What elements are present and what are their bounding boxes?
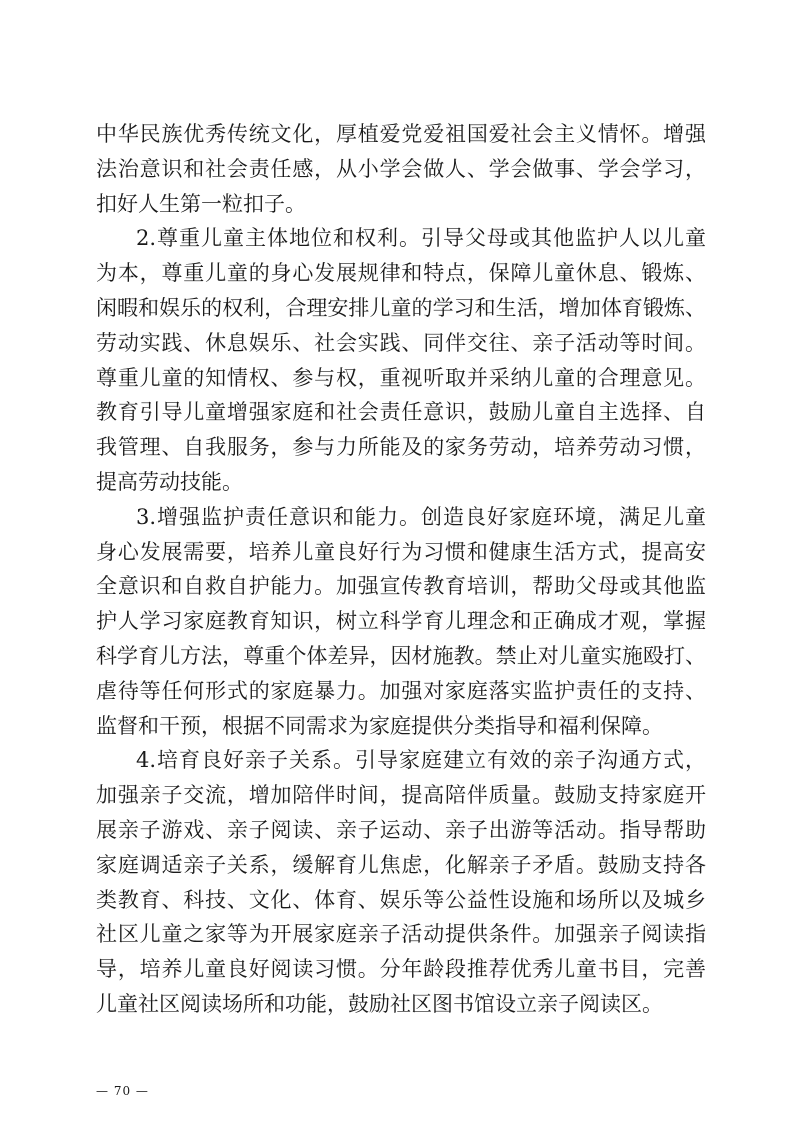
paragraph-line: 家庭调适亲子关系，缓解育儿焦虑，化解亲子矛盾。鼓励支持各 (96, 853, 706, 877)
paragraph-line: 尊重儿童的知情权、参与权，重视听取并采纳儿童的合理意见。 (96, 366, 706, 390)
paragraph-line: 护人学习家庭教育知识，树立科学育儿理念和正确成才观，掌握 (96, 609, 706, 633)
paragraph-line: 教育引导儿童增强家庭和社会责任意识，鼓励儿童自主选择、自 (96, 400, 706, 424)
paragraph-line: 4.培育良好亲子关系。引导家庭建立有效的亲子沟通方式， (136, 748, 706, 772)
paragraph-line: 我管理、自我服务，参与力所能及的家务劳动，培养劳动习惯， (96, 435, 706, 459)
paragraph-line: 提高劳动技能。 (96, 470, 243, 494)
paragraph-line: 闲暇和娱乐的权利，合理安排儿童的学习和生活，增加体育锻炼、 (96, 296, 706, 320)
paragraph-line: 监督和干预，根据不同需求为家庭提供分类指导和福利保障。 (96, 714, 663, 738)
paragraph-line: 导，培养儿童良好阅读习惯。分年龄段推荐优秀儿童书目，完善 (96, 957, 706, 981)
page-number: — 70 — (96, 1084, 149, 1098)
paragraph-line: 为本，尊重儿童的身心发展规律和特点，保障儿童休息、锻炼、 (96, 261, 706, 285)
paragraph-line: 儿童社区阅读场所和功能，鼓励社区图书馆设立亲子阅读区。 (96, 992, 663, 1016)
paragraph-line: 社区儿童之家等为开展家庭亲子活动提供条件。加强亲子阅读指 (96, 922, 706, 946)
paragraph-line: 科学育儿方法，尊重个体差异，因材施教。禁止对儿童实施殴打、 (96, 644, 706, 668)
paragraph-line: 法治意识和社会责任感，从小学会做人、学会做事、学会学习， (96, 157, 706, 181)
paragraph-line: 加强亲子交流，增加陪伴时间，提高陪伴质量。鼓励支持家庭开 (96, 783, 706, 807)
paragraph-line: 虐待等任何形式的家庭暴力。加强对家庭落实监护责任的支持、 (96, 679, 706, 703)
paragraph-line: 全意识和自救自护能力。加强宣传教育培训，帮助父母或其他监 (96, 574, 706, 598)
paragraph-line: 3.增强监护责任意识和能力。创造良好家庭环境，满足儿童 (136, 505, 706, 529)
paragraph-line: 2.尊重儿童主体地位和权利。引导父母或其他监护人以儿童 (136, 226, 706, 250)
paragraph-line: 劳动实践、休息娱乐、社会实践、同伴交往、亲子活动等时间。 (96, 331, 706, 355)
paragraph-line: 扣好人生第一粒扣子。 (96, 192, 306, 216)
paragraph-line: 展亲子游戏、亲子阅读、亲子运动、亲子出游等活动。指导帮助 (96, 818, 706, 842)
paragraph-line: 类教育、科技、文化、体育、娱乐等公益性设施和场所以及城乡 (96, 888, 706, 912)
paragraph-line: 中华民族优秀传统文化，厚植爱党爱祖国爱社会主义情怀。增强 (96, 122, 706, 146)
paragraph-line: 身心发展需要，培养儿童良好行为习惯和健康生活方式，提高安 (96, 540, 706, 564)
